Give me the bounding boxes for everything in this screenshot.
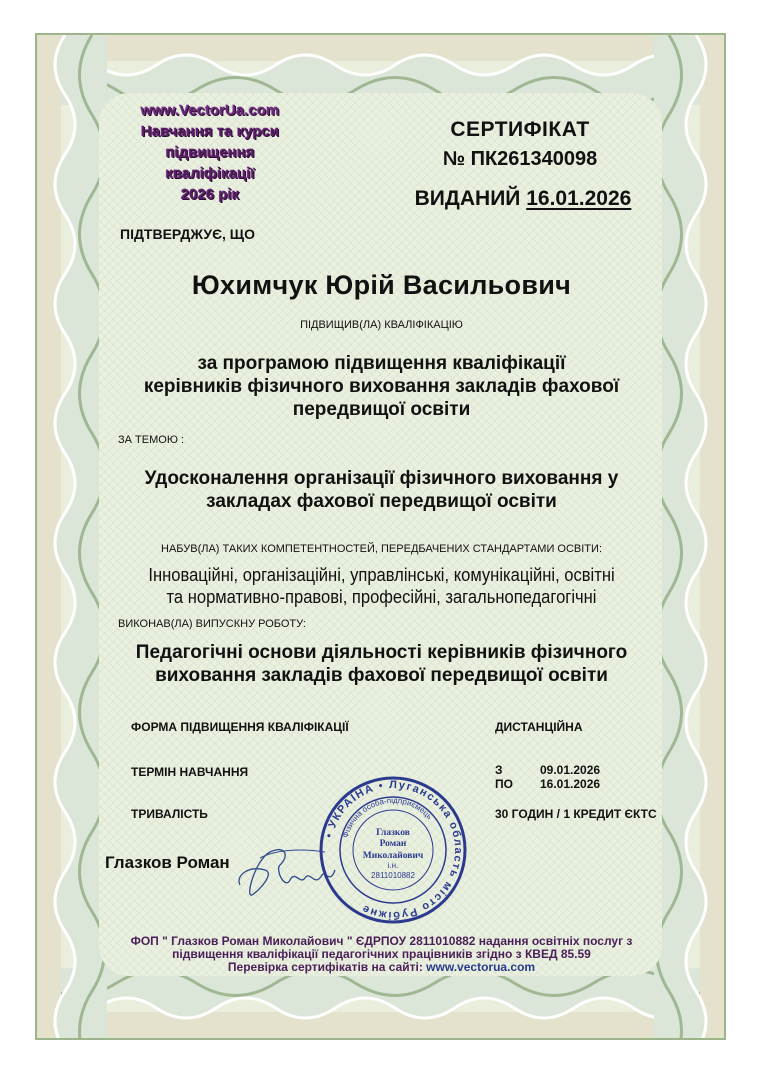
certificate-number: № ПК261340098 xyxy=(442,148,598,170)
term-from-date: 09.01.2026 xyxy=(540,763,601,777)
program-text xyxy=(90,352,673,421)
topic-label: ЗА ТЕМОЮ : xyxy=(118,434,185,446)
program-line: за програмою підвищення кваліфікації xyxy=(197,353,566,374)
confirms-text: ПІДТВЕРДЖУЄ, ЩО xyxy=(120,226,255,242)
competencies-line: Інноваційні, організаційні, управлінські, комунікаційні, освітні xyxy=(148,565,615,585)
final-work-line: Педагогічні основи діяльності керівників фізичного xyxy=(135,642,628,663)
duration-value: 30 ГОДИН / 1 КРЕДИТ ЄКТС xyxy=(495,807,657,821)
program-line: передвищої освіти xyxy=(292,399,471,420)
topic-line: закладах фахової передвищої освіти xyxy=(206,491,557,512)
official-stamp-icon xyxy=(318,775,468,925)
promo-line: кваліфікації xyxy=(165,165,255,182)
footer-line: підвищення кваліфікації педагогічних працівників згідно з КВЕД 85.59 xyxy=(172,947,591,961)
final-work-line: виховання закладів фахової передвищої освіти xyxy=(155,665,608,686)
term-to-label: ПО xyxy=(495,777,513,791)
competencies-line: та нормативно-правові, професійні, загальнопедагогічні xyxy=(166,587,597,607)
issued-line xyxy=(393,187,653,211)
stamp-line: Роман xyxy=(379,839,407,849)
promo-line: Навчання та курси xyxy=(140,123,280,140)
stamp-outer-text: • УКРАЇНА • Луганська область місто Рубіжне xyxy=(323,778,465,922)
guilloche-border-bottom xyxy=(37,968,724,1038)
form-label: ФОРМА ПІДВИЩЕННЯ КВАЛІФІКАЦІЇ xyxy=(131,720,349,734)
promo-block xyxy=(105,100,315,205)
final-work-label: ВИКОНАВ(ЛА) ВИПУСКНУ РОБОТУ: xyxy=(118,618,306,630)
recipient-name: Юхимчук Юрій Васильович xyxy=(191,270,572,300)
term-label: ТЕРМІН НАВЧАННЯ xyxy=(131,765,249,779)
stamp-inner-text: Фізична особа-підприємець xyxy=(340,795,435,839)
duration-label: ТРИВАЛІСТЬ xyxy=(131,807,208,821)
term-from-label: З xyxy=(495,763,503,777)
title-block xyxy=(395,118,645,171)
qualified-label: ПІДВИЩИВ(ЛА) КВАЛІФІКАЦІЮ xyxy=(300,319,463,331)
competencies-label: НАБУВ(ЛА) ТАКИХ КОМПЕТЕНТНОСТЕЙ, ПЕРЕДБАЧЕНИХ СТАНДАРТАМИ ОСВІТИ: xyxy=(161,543,602,555)
term-to-date: 16.01.2026 xyxy=(540,777,601,791)
stamp-line: 2811010882 xyxy=(371,871,415,880)
stamp-line: Миколайович xyxy=(362,851,424,861)
form-value: ДИСТАНЦІЙНА xyxy=(495,720,583,734)
promo-website[interactable]: www.VectorUa.com xyxy=(140,102,280,119)
footer-verify-label: Перевірка сертифікатів на сайті: xyxy=(227,960,427,974)
signer-name: Глазков Роман xyxy=(105,853,230,872)
footer-line: ФОП " Глазков Роман Миколайович " ЄДРПОУ 2811010882 надання освітніх послуг з xyxy=(130,934,633,948)
program-line: керівників фізичного виховання закладів фахової xyxy=(143,376,620,397)
guilloche-border-right xyxy=(654,35,724,1038)
final-work-text xyxy=(90,641,673,687)
stamp-line: і.н. xyxy=(387,861,399,870)
competencies-text xyxy=(113,564,649,608)
certificate-title: СЕРТИФІКАТ xyxy=(450,118,590,141)
stamp-line: Глазков xyxy=(376,828,410,838)
topic-text xyxy=(90,467,673,513)
footer xyxy=(90,935,673,974)
issued-label: ВИДАНИЙ xyxy=(414,187,521,210)
guilloche-border-left xyxy=(37,35,107,1038)
promo-line: підвищення xyxy=(165,144,255,161)
promo-year: 2026 рік xyxy=(180,186,240,203)
issued-date: 16.01.2026 xyxy=(526,187,632,210)
topic-line: Удосконалення організації фізичного виховання у xyxy=(144,468,619,489)
footer-verify-link[interactable]: www.vectorua.com xyxy=(426,960,536,974)
term-values xyxy=(495,763,600,791)
